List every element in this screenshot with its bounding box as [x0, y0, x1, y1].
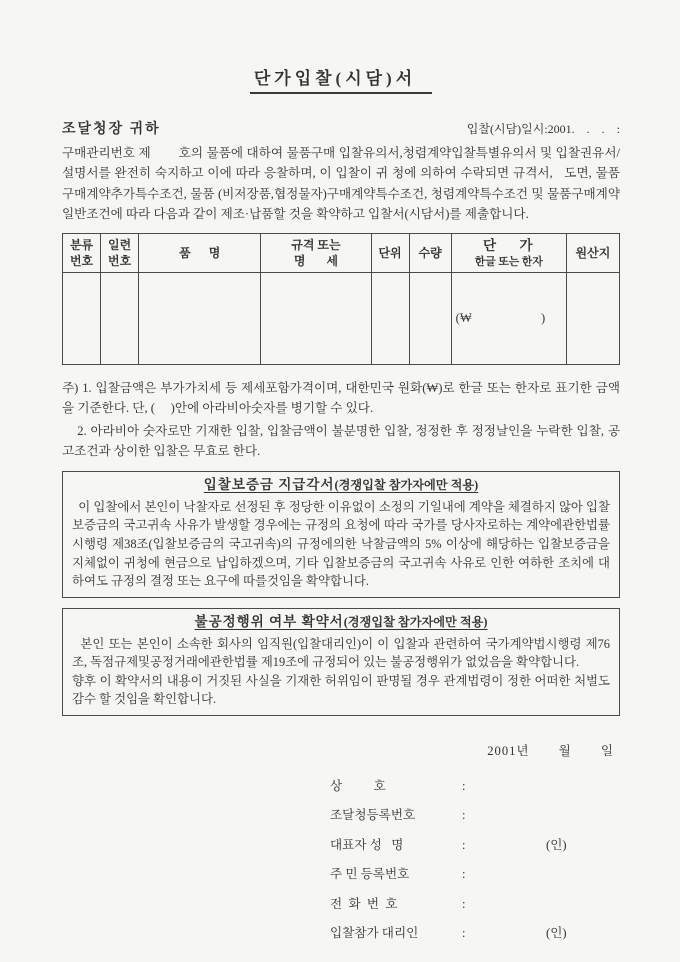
- date-line: 2001년 월 일: [487, 743, 614, 758]
- recipient-label: 조달청장 귀하: [62, 122, 161, 137]
- col-header-item-name: 품 명: [139, 233, 261, 273]
- bid-datetime: 입찰(시담)일시:2001. . . :: [466, 122, 620, 136]
- col-header-class-no: 분류 번호: [63, 233, 101, 273]
- col-header-serial-no: 일련 번호: [101, 233, 139, 273]
- table-header-row: [63, 233, 620, 273]
- bid-items-table: [62, 233, 620, 366]
- document-title: 단가입찰(시담)서: [250, 64, 432, 94]
- field-bid-agent: 입찰참가 대리인 : (인): [330, 922, 620, 941]
- cell-class-no: [63, 273, 101, 365]
- signature-block: [330, 740, 620, 942]
- table-row: [63, 273, 620, 365]
- field-resident-no: 주 민 등록번호 :: [330, 867, 466, 882]
- col-header-qty: 수량: [409, 233, 451, 273]
- fair-trade-pledge-title: 불공정행위 여부 확약서(경쟁입찰 참가자에만 적용): [194, 613, 488, 629]
- field-phone-no: 전 화 번 호 :: [330, 896, 466, 911]
- cell-qty: [409, 273, 451, 365]
- col-header-spec: 규격 또는 명 세: [261, 233, 371, 273]
- col-header-unit-price: 단 가 한글 또는 한자: [451, 233, 566, 273]
- note-1: 주) 1. 입찰금액은 부가가치세 등 제세포함가격이며, 대한민국 원화(₩)로 한글 또는 한자로 표기한 금액을 기준한다. 단, ( )안에 아라비아숫자를 병기할 수 있다.: [62, 381, 620, 416]
- seal-mark: (인): [546, 926, 567, 941]
- cell-item-name: [139, 273, 261, 365]
- cell-unit: [371, 273, 409, 365]
- cell-spec: [261, 273, 371, 365]
- cell-unit-price: (₩ ): [451, 273, 566, 365]
- bid-bond-pledge-box: [62, 471, 620, 598]
- field-representative-name: 대표자 성 명 : (인): [330, 834, 620, 853]
- seal-mark: (인): [546, 837, 567, 852]
- cell-origin: [566, 273, 619, 365]
- intro-paragraph: 구매관리번호 제 호의 물품에 대하여 물품구매 입찰유의서,청렴계약입찰특별유의서 및 입찰권유서/설명서를 완전히 숙지하고 이에 따라 응찰하며, 이 입찰이 귀 청에 의하여 수락되면 규격서, 도면, 물품구매계약추가특수조건, 물품 (비저장품,협정물자)구매계약특수조건, 청렴계약특수조건 및 물품구매계약일반조건에 따라 다음과 같이 제조·납품할 것을 확약하고 입찰서(시담서)를 제출합니다.: [62, 146, 620, 222]
- note-2: 2. 아라비아 숫자로만 기재한 입찰, 입찰금액이 불분명한 입찰, 정정한 후 정정날인을 누락한 입찰, 공고조건과 상이한 입찰은 무효로 한다.: [62, 423, 620, 458]
- col-header-origin: 원산지: [566, 233, 619, 273]
- bid-bond-pledge-body: 이 입찰에서 본인이 낙찰자로 선정된 후 정당한 이유없이 소정의 기일내에 계약을 체결하지 않아 입찰보증금의 국고귀속 사유가 발생할 경우에는 규정의 요청에 따라 국가를 당사자로하는 계약에관한법률시행령 제38조(입찰보증금의 국고귀속)의 규정에의한 낙찰금액의 5% 이상에 해당하는 입찰보증금을 지체없이 귀청에 현금으로 납입하겠으며, 기타 입찰보증금의 국고귀속 사유로 인한 여하한 조치에 대하여도 규정의 결정 또는 요구에 따를것임을 확약합니다.: [72, 499, 610, 589]
- cell-serial-no: [101, 273, 139, 365]
- header-row: [62, 118, 620, 138]
- title-area: [62, 64, 620, 94]
- fair-trade-pledge-body-2: 향후 이 확약서의 내용이 거짓된 사실을 기재한 허위임이 판명될 경우 관계법령이 정한 어떠한 처벌도 감수 할 것임을 확인합니다.: [72, 673, 610, 707]
- field-company-name: 상 호 :: [330, 778, 466, 793]
- fair-trade-pledge-box: [62, 608, 620, 716]
- fair-trade-pledge-body-1: 본인 또는 본인이 소속한 회사의 임직원(입찰대리인)이 이 입찰과 관련하여 국가계약법시행령 제76조, 독점규제및공정거래에관한법률 제19조에 규정되어 있는 불공정행위가 없었음을 확약합니다.: [72, 636, 610, 670]
- field-registration-no: 조달청등록번호 :: [330, 808, 466, 823]
- col-header-unit: 단위: [371, 233, 409, 273]
- bid-bond-pledge-title: 입찰보증금 지급각서(경쟁입찰 참가자에만 적용): [203, 476, 479, 492]
